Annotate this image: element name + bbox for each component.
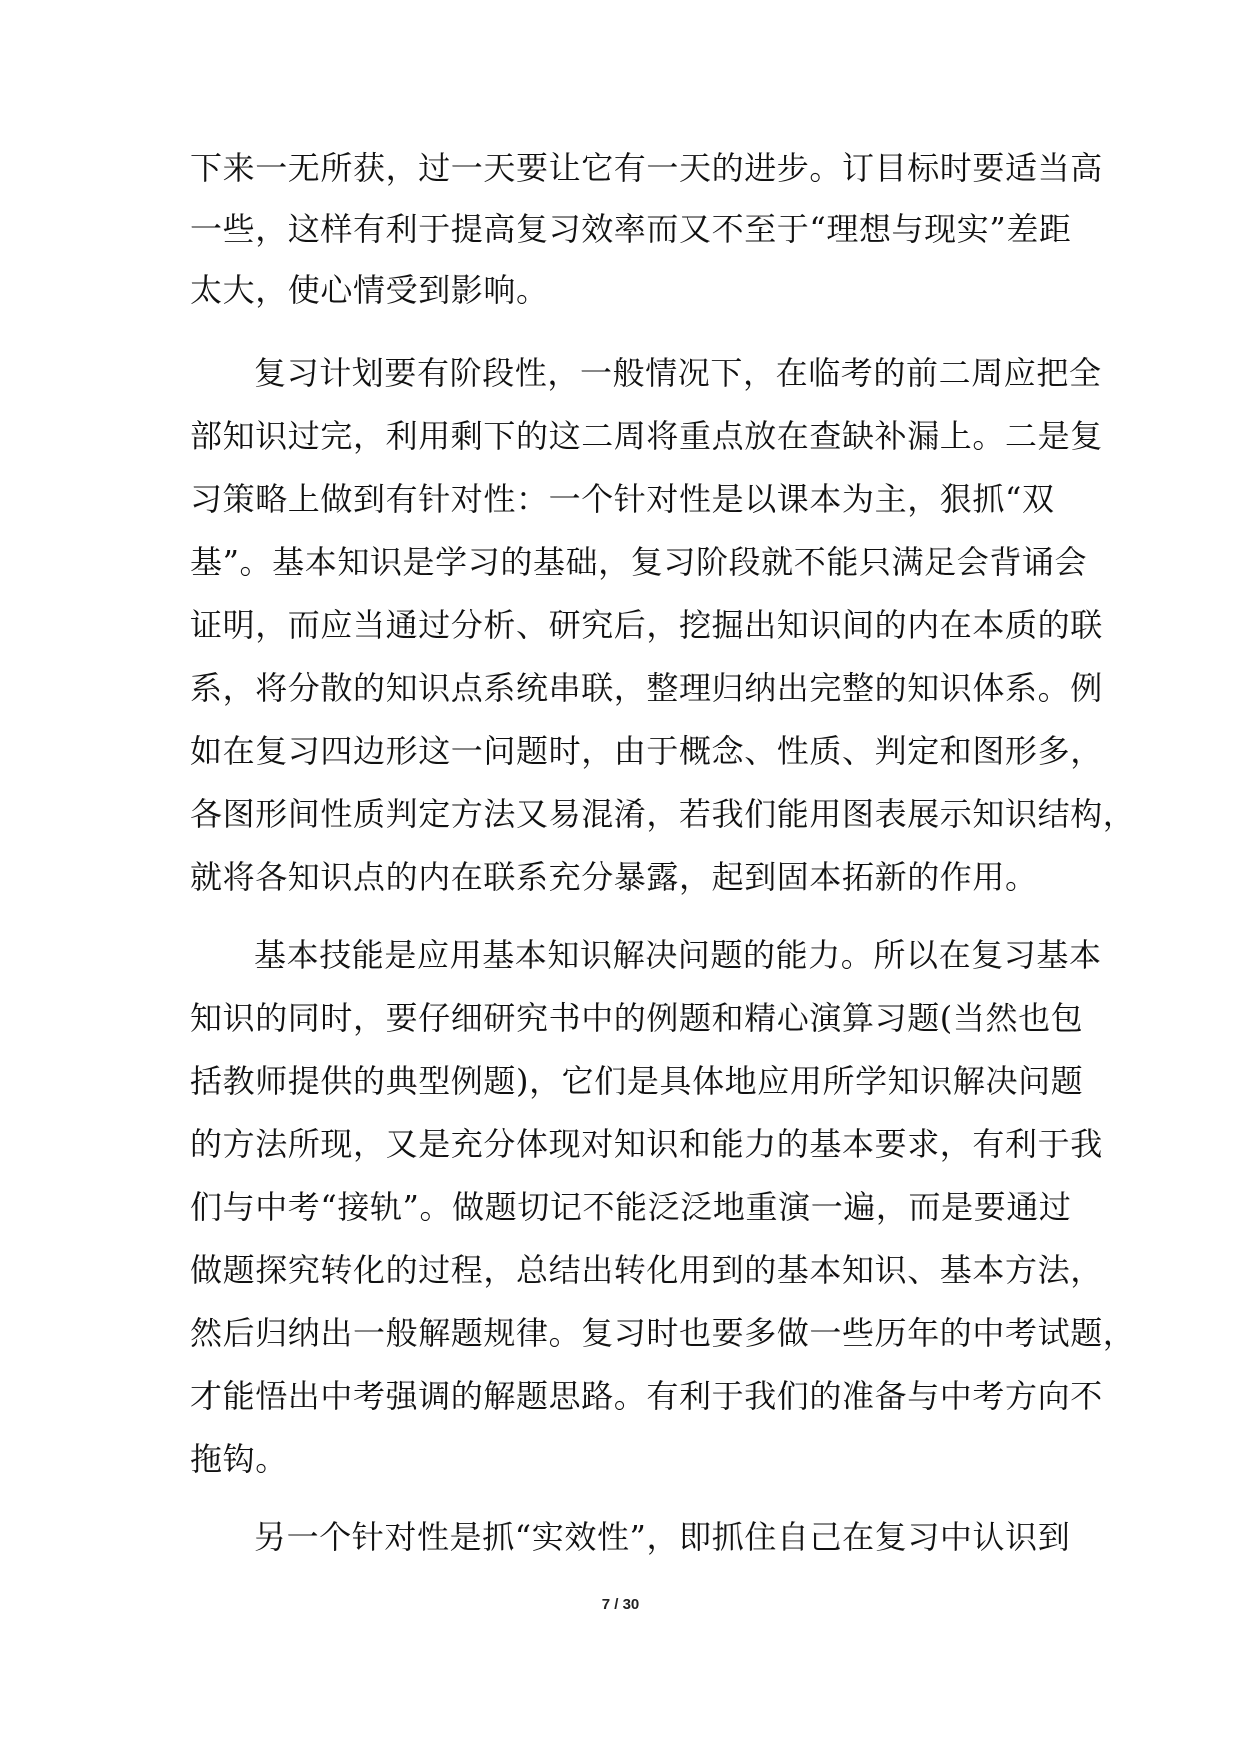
text-line: 系，将分散的知识点系统串联，整理归纳出完整的知识体系。例 [190, 669, 1103, 707]
text-line: 太大，使心情受到影响。 [190, 271, 549, 309]
text-line: 括教师提供的典型例题)，它们是具体地应用所学知识解决问题 [190, 1062, 1084, 1100]
text-line: 拖钩。 [190, 1440, 288, 1478]
text-line: 们与中考“接轨”。做题切记不能泛泛地重演一遍，而是要通过 [190, 1188, 1072, 1226]
text-line: 各图形间性质判定方法又易混淆，若我们能用图表展示知识结构， [190, 795, 1136, 833]
page-number: 7 / 30 [601, 1596, 640, 1613]
paragraph-first-line: 复习计划要有阶段性，一般情况下，在临考的前二周应把全 [254, 354, 1102, 392]
text-line: 部知识过完，利用剩下的这二周将重点放在查缺补漏上。二是复 [190, 417, 1103, 455]
text-line: 的方法所现，又是充分体现对知识和能力的基本要求，有利于我 [190, 1125, 1103, 1163]
text-line: 知识的同时，要仔细研究书中的例题和精心演算习题(当然也包 [190, 999, 1084, 1037]
text-line: 下来一无所获，过一天要让它有一天的进步。订目标时要适当高 [190, 149, 1103, 187]
text-line: 然后归纳出一般解题规律。复习时也要多做一些历年的中考试题， [190, 1314, 1136, 1352]
text-line: 基”。基本知识是学习的基础，复习阶段就不能只满足会背诵会 [190, 543, 1088, 581]
text-line: 才能悟出中考强调的解题思路。有利于我们的准备与中考方向不 [190, 1377, 1103, 1415]
text-line: 如在复习四边形这一问题时，由于概念、性质、判定和图形多， [190, 732, 1103, 770]
text-line: 习策略上做到有针对性：一个针对性是以课本为主，狠抓“双 [190, 480, 1055, 518]
paragraph-first-line: 另一个针对性是抓“实效性”，即抓住自己在复习中认识到 [254, 1518, 1071, 1556]
text-line: 做题探究转化的过程，总结出转化用到的基本知识、基本方法， [190, 1251, 1103, 1289]
text-line: 就将各知识点的内在联系充分暴露，起到固本拓新的作用。 [190, 858, 1038, 896]
text-line: 证明，而应当通过分析、研究后，挖掘出知识间的内在本质的联 [190, 606, 1103, 644]
paragraph-first-line: 基本技能是应用基本知识解决问题的能力。所以在复习基本 [254, 936, 1102, 974]
text-line: 一些，这样有利于提高复习效率而又不至于“理想与现实”差距 [190, 210, 1072, 248]
